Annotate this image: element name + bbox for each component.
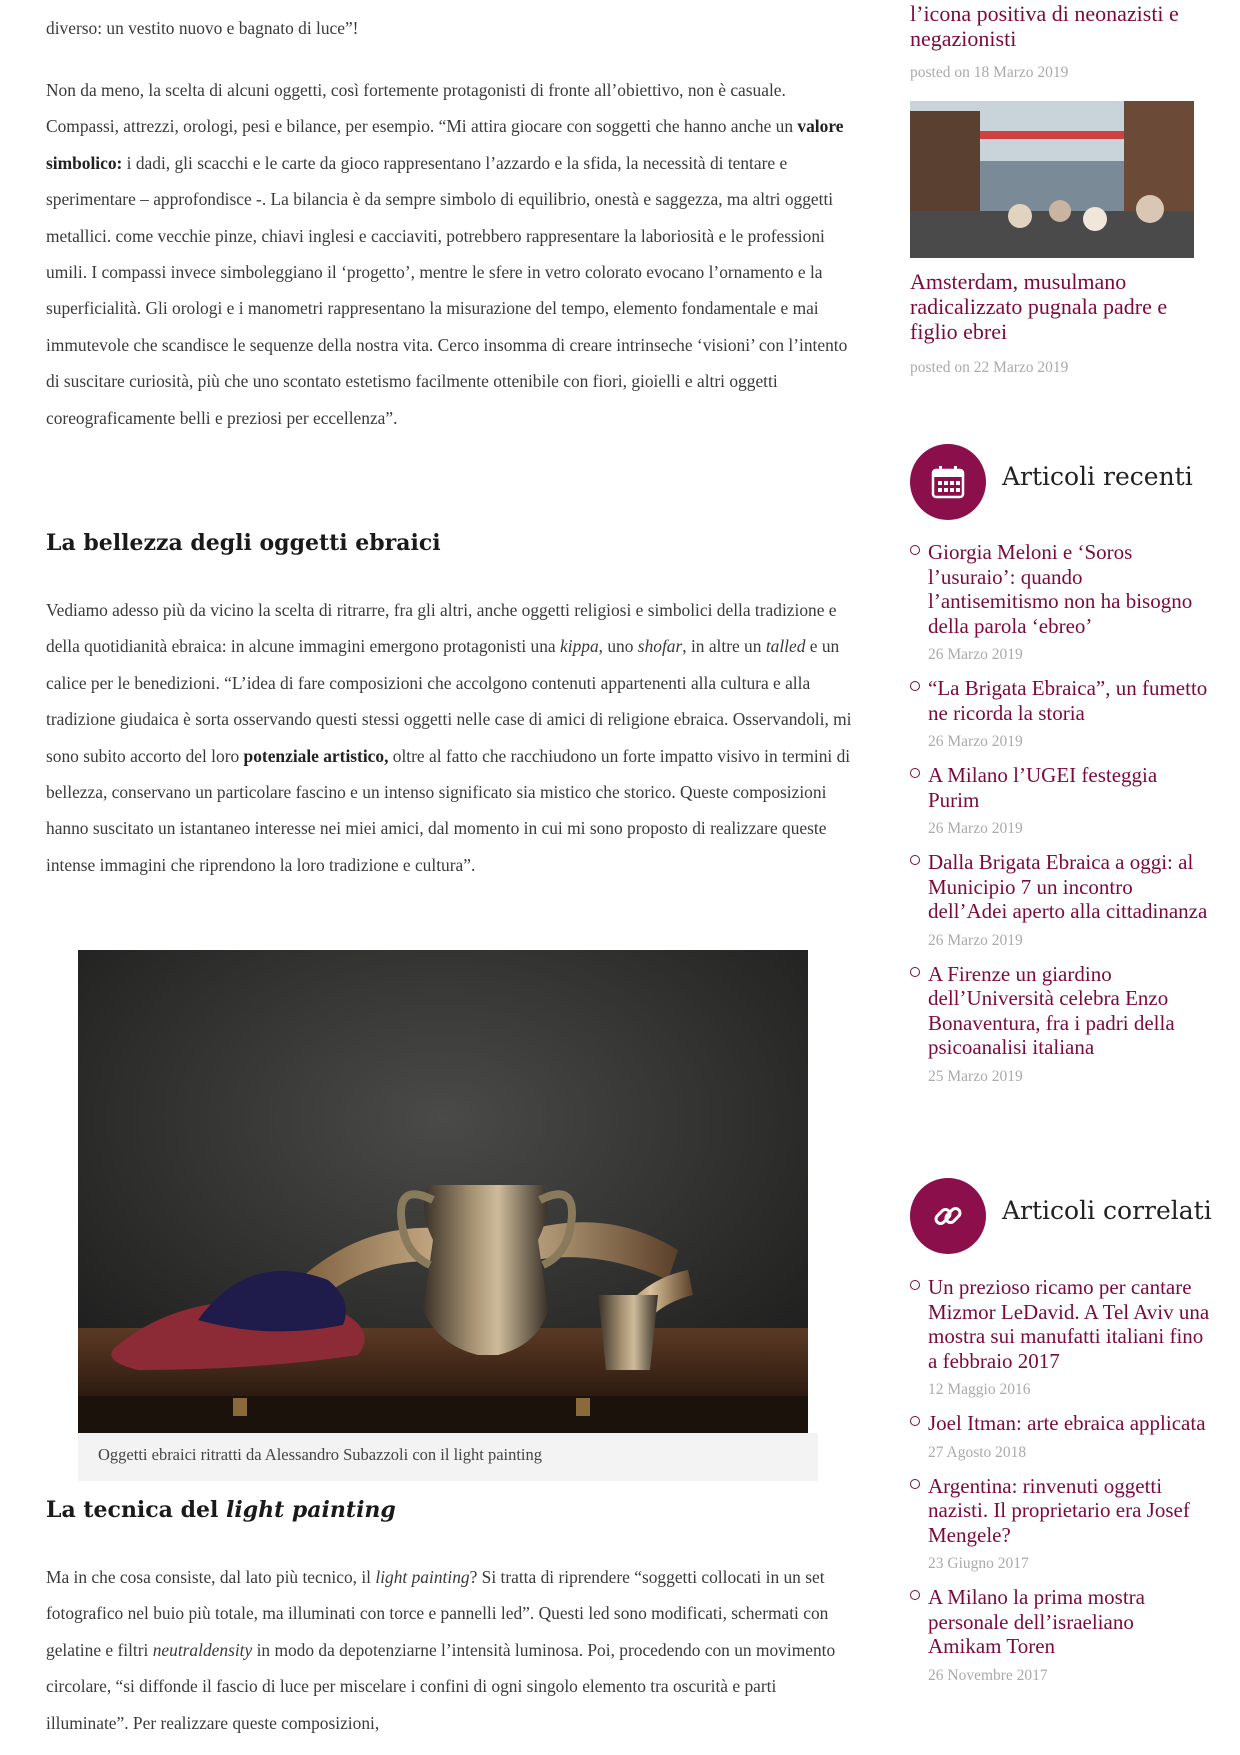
amsterdam-market-thumbnail[interactable]	[910, 101, 1194, 258]
widget-title: Articoli correlati	[1002, 1196, 1212, 1225]
popular-post-link[interactable]: l’icona positiva di neonazisti e negazionisti	[910, 1, 1179, 51]
list-item[interactable]: Dalla Brigata Ebraica a oggi: al Municipio 7 un incontro dell’Adei aperto alla cittadinanza 26 Marzo 2019	[910, 850, 1210, 952]
article-figure	[78, 950, 818, 1481]
bold-text: potenziale artistico,	[243, 745, 389, 766]
list-item[interactable]: Un prezioso ricamo per cantare Mizmor LeDavid. A Tel Aviv una mostra sui manufatti italiani fino a febbraio 2017 12 Maggio 2016	[910, 1275, 1210, 1401]
calendar-icon	[910, 444, 986, 520]
bullet-circle-icon	[910, 1280, 920, 1290]
figure-caption: Oggetti ebraici ritratti da Alessandro Subazzoli con il light painting	[78, 1433, 818, 1481]
list-item[interactable]: A Milano l’UGEI festeggia Purim 26 Marzo 2019	[910, 763, 1210, 840]
paragraph: Vediamo adesso più da vicino la scelta di ritrarre, fra gli altri, anche oggetti religiosi e simbolici della tradizione e della quotidianità ebraica: in alcune immagini emergono protagonisti una kippa, uno shofar, in altre un talled e un calice per le benedizioni. “L’idea di fare composizioni che accolgono contenuti appartenenti alla cultura e alla tradizione giudaica è sorta osservando questi stessi oggetti nelle case di amici di religione ebraica. Osservandoli, mi sono subito accorto del loro potenziale artistico, oltre al fatto che racchiudono un forte impatto visivo in termini di bellezza, conservano un particolare fascino e un intenso significato sia mistico che storico. Queste composizioni hanno suscitato un istantaneo interesse nei miei amici, dal momento in cui mi sono proposto di realizzare queste intense immagini che riprendono la loro tradizione e cultura”.	[46, 600, 852, 875]
list-item[interactable]: Giorgia Meloni e ‘Soros l’usuraio’: quando l’antisemitismo non ha bisogno della parola ‘ebreo’ 26 Marzo 2019	[910, 540, 1210, 666]
list-item[interactable]: Joel Itman: arte ebraica applicata 27 Agosto 2018	[910, 1411, 1210, 1464]
recent-articles-list	[910, 540, 1210, 1098]
bullet-circle-icon	[910, 1416, 920, 1426]
list-item[interactable]: A Firenze un giardino dell’Università celebra Enzo Bonaventura, fra i padri della psicoanalisi italiana 25 Marzo 2019	[910, 962, 1210, 1088]
related-articles-list	[910, 1275, 1210, 1697]
paragraph: Ma in che cosa consiste, dal lato più tecnico, il light painting? Si tratta di riprendere “soggetti collocati in un set fotografico nel buio più totale, ma illuminati con torce e pannelli led”. Questi led sono modificati, schermati con gelatine e filtri neutraldensity in modo da depotenziarne l’intensità luminosa. Poi, procedendo con un movimento circolare, “si diffonde il fascio di luce per miscelare i confini di ogni singolo elemento tra oscurità e parti illuminate”. Per realizzare queste composizioni,	[46, 1567, 836, 1733]
bullet-circle-icon	[910, 967, 920, 977]
bullet-circle-icon	[910, 1479, 920, 1489]
bold-text: valore simbolico:	[46, 116, 844, 173]
paragraph: diverso: un vestito nuovo e bagnato di luce”!	[46, 18, 359, 38]
post-date: posted on 18 Marzo 2019	[910, 64, 1069, 81]
recent-articles-header	[910, 444, 1210, 520]
list-item[interactable]: Argentina: rinvenuti oggetti nazisti. Il proprietario era Josef Mengele? 23 Giugno 2017	[910, 1474, 1210, 1576]
list-item[interactable]: “La Brigata Ebraica”, un fumetto ne ricorda la storia 26 Marzo 2019	[910, 676, 1210, 753]
related-articles-header	[910, 1178, 1210, 1254]
bullet-circle-icon	[910, 1590, 920, 1600]
section-heading: La bellezza degli oggetti ebraici	[46, 530, 441, 556]
link-icon	[910, 1178, 986, 1254]
section-heading: La tecnica del light painting	[46, 1497, 396, 1523]
bullet-circle-icon	[910, 681, 920, 691]
widget-title: Articoli recenti	[1002, 462, 1193, 491]
post-date: posted on 22 Marzo 2019	[910, 359, 1069, 376]
judaica-still-life-photo[interactable]	[78, 950, 808, 1433]
bullet-circle-icon	[910, 855, 920, 865]
popular-post-link[interactable]: Amsterdam, musulmano radicalizzato pugnala padre e figlio ebrei	[910, 269, 1168, 344]
bullet-circle-icon	[910, 768, 920, 778]
paragraph: Non da meno, la scelta di alcuni oggetti, così fortemente protagonisti di fronte all’obiettivo, non è casuale. Compassi, attrezzi, orologi, pesi e bilance, per esempio. “Mi attira giocare con soggetti che hanno anche un valore simbolico: i dadi, gli scacchi e le carte da gioco rappresentano l’azzardo e la sfida, la necessità di tentare e sperimentare – approfondisce -. La bilancia è da sempre simbolo di equilibrio, onestà e saggezza, ma altri oggetti metallici. come vecchie pinze, chiavi inglesi e cacciaviti, potrebbero rappresentare la laboriosità e le professioni umili. I compassi invece simboleggiano il ‘progetto’, mentre le sfere in vetro colorato evocano l’ornamento e la superficialità. Gli orologi e i manometri rappresentano la misurazione del tempo, elemento fondamentale e mai immutevole che scandisce le sequenze della nostra vita. Cerco insomma di creare intrinseche ‘visioni’ con l’intento di suscitare curiosità, più che uno scontato estetismo facilmente ottenibile con fiori, gioielli e altri oggetti coreograficamente belli e preziosi per eccellenza”.	[46, 80, 848, 428]
list-item[interactable]: A Milano la prima mostra personale dell’israeliano Amikam Toren 26 Novembre 2017	[910, 1585, 1210, 1687]
bullet-circle-icon	[910, 545, 920, 555]
